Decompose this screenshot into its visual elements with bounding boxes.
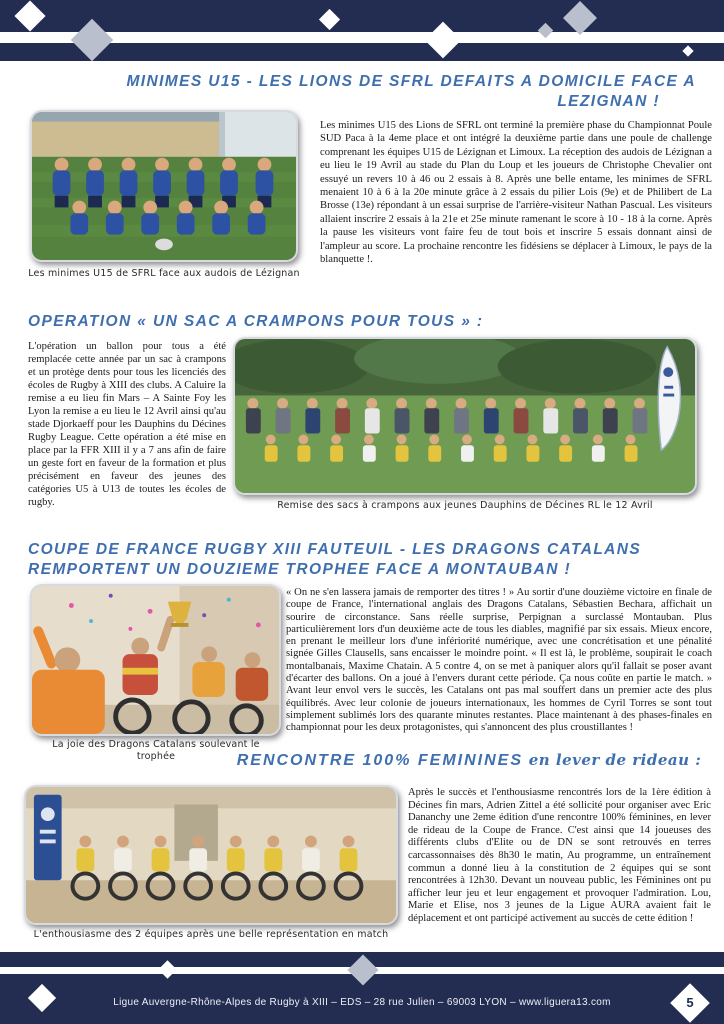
title-line: MINIMES U15 - LES LIONS DE SFRL DEFAITS A DOMICILE FACE A [126, 73, 696, 90]
photo-minimes-team [30, 110, 298, 262]
article-title-sac-crampons: OPERATION « UN SAC A CRAMPONS POUR TOUS » : [28, 313, 484, 330]
article-body: Après le succès et l'enthousiasme rencontrés lors de la 1ère édition à Décines fin mars, Adrien Zittel a été sollicité pour organiser avec Eric Dananchy une 2eme édition d'une rencontre 100% féminines, en lever de rideau de la Coupe de France. C'est ainsi que 14 joueuses des différents clubs d'Elite ou de DN se sont retrouvés en terres carcassonnaises dès 8h30 le matin, Au programme, un entraînement commun a donné lieu à la constitution de 2 équipes qui se sont rencontrées à 12h30. Devant un nouveau public, les Féminines ont pu afficher leur jeu et leur engagement et provoquer l'admiration. Lou, Marie et Elise, nos 3 jeunes de la Ligue AURA avaient fait le déplacement et ont participé activement au succès de cette édition ! [408, 787, 711, 924]
title-caps: RENCONTRE 100% FEMININES [236, 752, 523, 769]
photo-caption: Remise des sacs à crampons aux jeunes Dauphins de Décines RL le 12 Avril [277, 500, 653, 511]
article-title-minimes [28, 72, 696, 112]
title-line: LEZIGNAN ! [557, 93, 660, 111]
photo-dragons-celebration [30, 584, 281, 736]
photo-sac-crampons [233, 337, 697, 495]
page-number: 5 [686, 995, 694, 1010]
page-number-badge [670, 983, 710, 1023]
photo-caption: Les minimes U15 de SFRL face aux audois de Lézignan [28, 268, 300, 279]
gym-teams-illustration [26, 787, 396, 923]
title-line: COUPE DE FRANCE RUGBY XIII FAUTEUIL - LES DRAGONS CATALANS [28, 541, 642, 558]
article-body: « On ne s'en lassera jamais de remporter des titres ! » Au sortir d'une douzième victoire en finale de coupe de France, l'international anglais des Dragons Catalans, Sébastien Bechara, affichait un sourire de circonstance. Sans réelle surprise, Perpignan a surclassé Montauban. Plus particulièrement lors d'un deuxième acte de tous les diables, magnifié par six essais. Mieux encore, en prenant le meilleur lors d'une infériorité numérique, avec une concrétisation et une pénalité signée Gilles Clausells, sans encaisser le moindre point. « Il est là, le problème, soupirait le coach montalbanais, Maxime Chatain. A 5 contre 4, on se met à paniquer alors qu'il fallait se poser avant d'écarter des ballons. On a joué à l'envers durant cette période. Ça nous coûte en partie le match. » Avant leur envol vers le succès, les Catalans ont pas mal souffert dans un premier acte des plus équilibrés. Avec leur colonie de joueurs internationaux, les hommes de Cyril Torres se sont tout simplement sublimés lors des quarante minutes restantes. Place maintenant à des phases-finales en championnat pour les deux protagonistes, qui s'annoncent des plus croustillantes ! [286, 587, 712, 734]
article-body: L'opération un ballon pour tous a été remplacée cette année par un sac à crampons et un protège dents pour tous les licenciés des écoles de Rugby à XIII des clubs. A Caluire la remise a eu lieu fin Mars – A Sainte Foy les Lyon la remise a eu lieu le 12 Avril ainsi qu'au stade Djorkaeff pour les Dauphins du Décines Rugby League. Cette opération a été mise en place par la FFR XIII il y a 7 ans afin de faire un geste fort en faveur de la formation et plus précisément en faveur des jeunes des catégories U5 à U13 de toutes les écoles de rugby. [28, 341, 226, 508]
title-script: en lever de rideau : [528, 751, 702, 769]
footer-text: Ligue Auvergne-Rhône-Alpes de Rugby à XIII – EDS – 28 rue Julien – 69003 LYON – www.liguera13.com [113, 997, 611, 1008]
photo-feminines-teams [24, 785, 398, 925]
article-title-feminines [228, 751, 710, 772]
photo-caption: La joie des Dragons Catalans soulevant le trophée [52, 739, 260, 762]
photo-caption: L'enthousiasme des 2 équipes après une belle représentation en match [33, 929, 389, 940]
trophy-celebration-illustration [32, 586, 279, 734]
team-photo-illustration [32, 112, 296, 260]
header-rule-bar [0, 43, 724, 61]
article-body: Les minimes U15 des Lions de SFRL ont terminé la première phase du Championnat Poule SUD Paca à la 4eme place et ont intégré la deuxième partie dans une poule de challenge comprenant les équipes U15 de Lézignan et Limoux. La réception des audois de Lézignan a eu lieu le 19 Avril au stade du Plan du Loup et les joueurs de Christophe Chevalier ont essuyé un revers 10 à 46 ou 2 essais à 8. Après une belle entame, les minimes de SFRL menaient 10 à 6 à la 20e minute grâce à 2 essais du pilier Lois (9e) et de Philibert de La Brosse (13e) répondant à un essai surprise de l'arrière-visiteur Nathan Pascual. Les visiteurs allaient inscrire 2 essais à la 21e et 25e minute ramenant le score à 10 - 18 à la corne. Après la pause les visiteurs vont faire feu de tout bois et inscrire 5 essais donnant ainsi de l'ampleur au score. La prochaine rencontre les fidésiens se déplacer à Limoux, le pays de la blanquette !. [320, 120, 712, 266]
title-line: REMPORTENT UN DOUZIEME TROPHEE FACE A MONTAUBAN ! [28, 561, 572, 579]
field-group-photo-illustration [235, 339, 695, 493]
header-top-bar [0, 0, 724, 32]
article-title-coupe-fauteuil [28, 540, 718, 580]
